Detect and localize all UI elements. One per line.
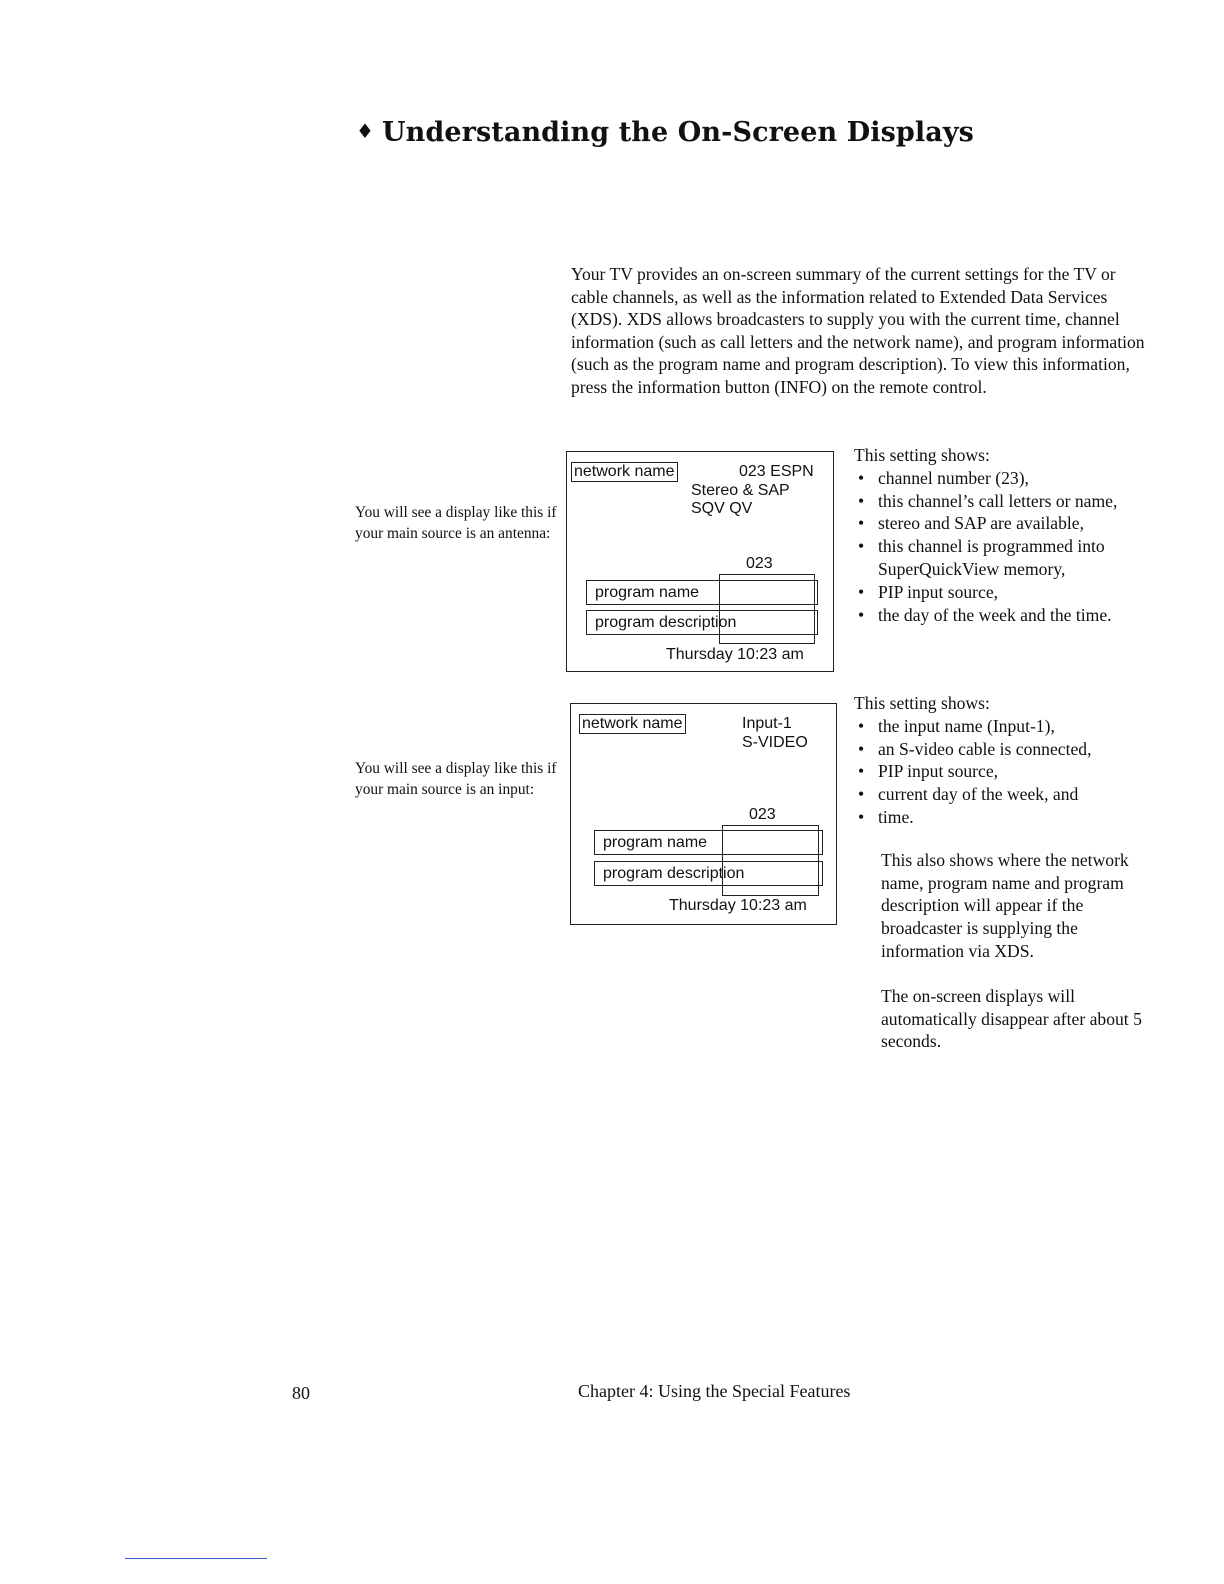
input-description-heading: This setting shows: <box>854 693 990 713</box>
list-item: • this channel is programmed into SuperQuickView memory, <box>854 535 1164 581</box>
list-item: • an S-video cable is connected, <box>854 738 1164 761</box>
timeout-note: The on-screen displays will automatically disappear after about 5 seconds. <box>881 985 1142 1052</box>
list-item: • PIP input source, <box>854 760 1164 783</box>
input-bullet-list <box>854 715 1164 829</box>
antenna-program-description: program description <box>586 610 818 635</box>
antenna-bullet-list <box>854 467 1164 627</box>
page-title <box>356 117 974 148</box>
antenna-day-time: Thursday 10:23 am <box>666 646 804 663</box>
list-item: • time. <box>854 806 1164 829</box>
input-side-note: You will see a display like this if your main source is an input: <box>355 760 557 798</box>
xds-note: This also shows where the network name, program name and program description will appear if the broadcaster is supplying the information via XDS. <box>881 849 1129 961</box>
antenna-sqv-line: SQV QV <box>691 500 753 517</box>
input-day-time: Thursday 10:23 am <box>669 897 807 914</box>
antenna-program-name: program name <box>586 580 818 605</box>
input-pip-channel: 023 <box>749 806 776 823</box>
antenna-description <box>854 444 1164 626</box>
list-item: • this channel’s call letters or name, <box>854 490 1164 513</box>
chapter-footer: Chapter 4: Using the Special Features <box>578 1381 851 1401</box>
antenna-network-name: network name <box>571 462 678 482</box>
input-network-name: network name <box>579 714 686 734</box>
list-item: • channel number (23), <box>854 467 1164 490</box>
list-item: • stereo and SAP are available, <box>854 512 1164 535</box>
input-video-line: S-VIDEO <box>742 734 808 751</box>
page-title-text: Understanding the On-Screen Displays <box>382 117 974 148</box>
list-item: • current day of the week, and <box>854 783 1164 806</box>
antenna-pip-channel: 023 <box>746 555 773 572</box>
list-item: • the day of the week and the time. <box>854 604 1164 627</box>
antenna-channel-line: 023 ESPN <box>739 463 814 480</box>
antenna-audio-line: Stereo & SAP <box>691 482 790 499</box>
list-item: • PIP input source, <box>854 581 1164 604</box>
intro-paragraph: Your TV provides an on-screen summary of the current settings for the TV or cable channels, as well as the information related to Extended Data Services (XDS). XDS allows broadcasters to supply you with the current time, channel information (such as call letters and the network name), and program information (such as the program name and program description). To view this information, press the information button (INFO) on the remote control. <box>571 264 1145 397</box>
list-item: • the input name (Input-1), <box>854 715 1164 738</box>
input-input-line: Input-1 <box>742 715 792 732</box>
input-program-description: program description <box>594 861 823 886</box>
input-program-name: program name <box>594 830 823 855</box>
antenna-side-note: You will see a display like this if your main source is an antenna: <box>355 504 557 542</box>
input-description <box>854 692 1164 1053</box>
page-number: 80 <box>292 1383 310 1403</box>
diamond-bullet-icon: ♦ <box>356 119 375 143</box>
input-osd-display <box>570 703 837 925</box>
antenna-description-heading: This setting shows: <box>854 445 990 465</box>
bottom-rule <box>125 1558 267 1559</box>
antenna-osd-display <box>566 451 834 672</box>
